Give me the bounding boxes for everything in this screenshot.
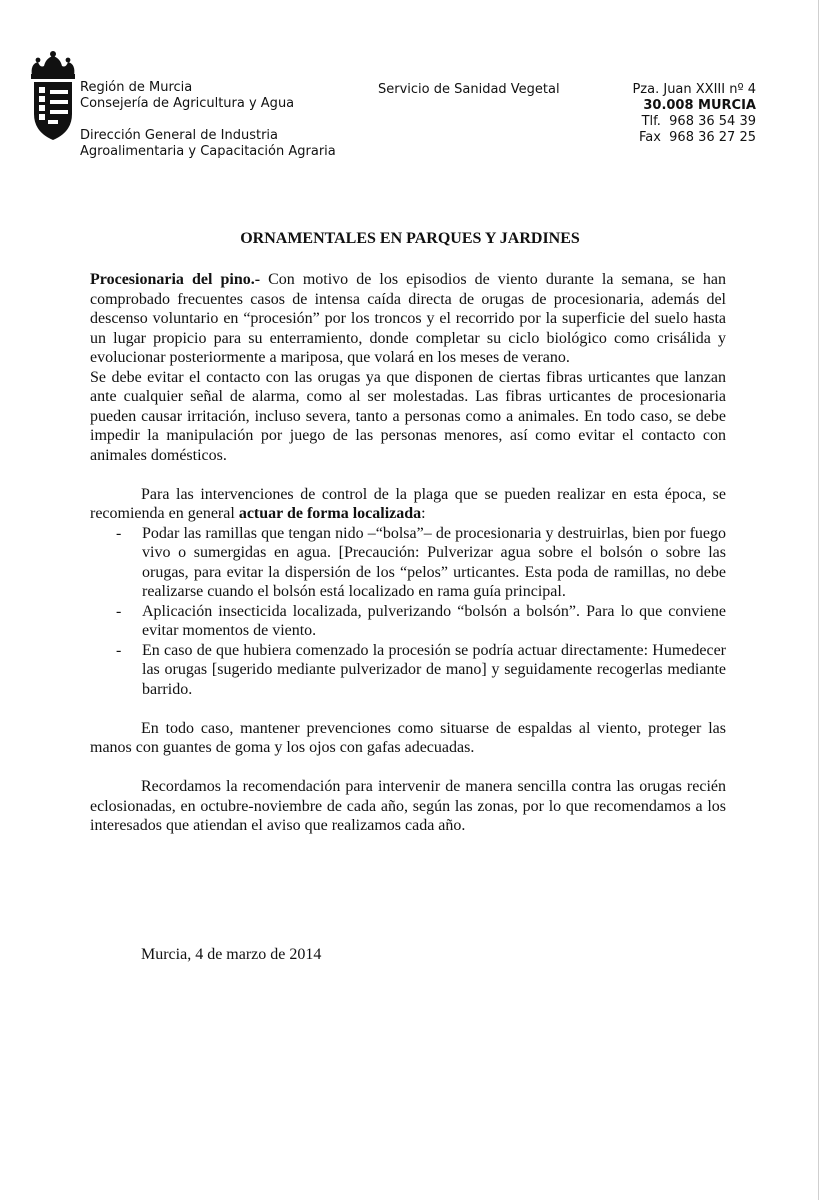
ministry-name: Consejería de Agricultura y Agua bbox=[80, 96, 295, 111]
fax: Fax 968 36 27 25 bbox=[638, 130, 756, 145]
list-item bbox=[90, 602, 726, 641]
paragraph-3-start: Para las intervenciones de control de la plaga que se pueden realizar en esta época, se recomienda en general bbox=[90, 485, 726, 522]
region-name: Región de Murcia bbox=[80, 80, 193, 95]
directorate-line2: Agroalimentaria y Capacitación Agraria bbox=[80, 144, 336, 159]
document-body bbox=[90, 270, 726, 836]
paragraph-2: Se debe evitar el contacto con las orugas ya que disponen de ciertas fibras urticantes que lanzan ante cualquier señal de alarma, como al ser molestadas. Las fibras urticantes de procesionaria pueden causar irritación, incluso severa, tanto a personas como a animales. En todo caso, se debe impedir la manipulación por juego de las personas menores, así como evitar el contacto con animales domésticos. bbox=[90, 368, 726, 464]
bullet-dash: - bbox=[116, 641, 122, 659]
paragraph-3 bbox=[90, 485, 726, 524]
bullet-dash: - bbox=[116, 524, 122, 542]
department-block bbox=[80, 80, 336, 160]
list-item-text: Aplicación insecticida localizada, pulverizando “bolsón a bolsón”. Para lo que conviene evitar momentos de viento. bbox=[142, 602, 726, 639]
paragraph-1-lead: Procesionaria del pino.- bbox=[90, 271, 261, 288]
list-item bbox=[90, 524, 726, 602]
paragraph-4: En todo caso, mantener prevenciones como situarse de espaldas al viento, proteger las manos con guantes de goma y los ojos con gafas adecuadas. bbox=[90, 719, 726, 756]
list-item bbox=[90, 641, 726, 700]
city: 30.008 MURCIA bbox=[643, 98, 756, 113]
list-item-text: Podar las ramillas que tengan nido –“bolsa”– de procesionaria y destruirlas, bien por fuego vivo o sumergidas en agua. [Precaución: Pulverizar agua sobre el bolsón o sobre las orugas, para evitar la dispersión de los “pelos” urticantes. Esta poda de ramillas, no debe realizarse cuando el bolsón está localizado en rama guía principal. bbox=[142, 524, 726, 600]
paragraph-1-text: Con motivo de los episodios de viento durante la semana, se han comprobado frecuentes casos de intensa caída directa de orugas de procesionaria, además del descenso voluntario en “procesión” por los troncos y el recorrido por la superficie del suelo hasta un lugar propicio para su enterramiento, donde completar su ciclo biológico como crisálida y evolucionar posteriormente a mariposa, que volará en los meses de verano. bbox=[90, 271, 727, 366]
document-title: ORNAMENTALES EN PARQUES Y JARDINES bbox=[240, 230, 580, 247]
signoff-date: Murcia, 4 de marzo de 2014 bbox=[141, 946, 322, 963]
paragraph-3-end: : bbox=[421, 505, 426, 522]
bullet-list bbox=[90, 524, 726, 700]
service-name: Servicio de Sanidad Vegetal bbox=[378, 82, 560, 97]
paragraph-5: Recordamos la recomendación para intervenir de manera sencilla contra las orugas recién eclosionadas, en octubre-noviembre de cada año, según las zonas, por lo que recomendamos a los interesados que atiendan el aviso que realizamos cada año. bbox=[90, 778, 726, 834]
list-item-text: En caso de que hubiera comenzado la procesión se podría actuar directamente: Humedecer las orugas [sugerido mediante pulverizador de mano] y seguidamente recogerlas mediante barrido. bbox=[142, 641, 726, 698]
phone: Tlf. 968 36 54 39 bbox=[641, 114, 756, 129]
paragraph-3-bold: actuar de forma localizada bbox=[238, 505, 422, 522]
bullet-dash: - bbox=[116, 602, 122, 620]
murcia-coat-of-arms-icon bbox=[26, 50, 80, 142]
contact-block bbox=[632, 82, 756, 146]
address: Pza. Juan XXIII nº 4 bbox=[632, 82, 756, 97]
directorate-line1: Dirección General de Industria bbox=[80, 128, 279, 143]
paragraph-1 bbox=[90, 270, 726, 368]
